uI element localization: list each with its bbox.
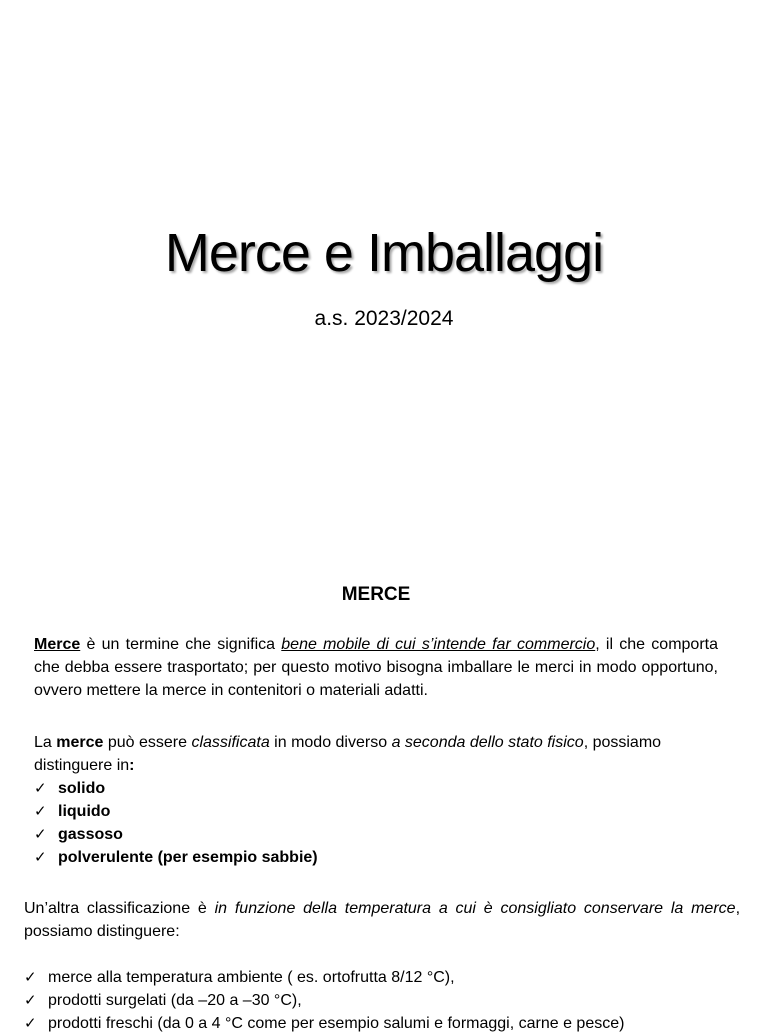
merce-term: Merce	[34, 636, 81, 653]
temperature-list	[24, 966, 624, 1035]
checkmark-icon: ✓	[34, 803, 47, 820]
checkmark-icon: ✓	[34, 780, 47, 797]
merce-slide	[0, 560, 768, 1032]
checkmark-icon: ✓	[24, 969, 37, 986]
checkmark-icon: ✓	[34, 849, 47, 866]
checkmark-icon: ✓	[24, 992, 37, 1009]
list-item: ✓ solido	[34, 777, 318, 800]
classification-paragraph: La merce può essere classificata in modo diverso a seconda dello stato fisico, possiamo distinguere in:	[34, 734, 662, 774]
presentation-title: Merce e Imballaggi	[164, 223, 604, 283]
temperature-paragraph: Un’altra classificazione è in funzione della temperatura a cui è consigliato conservare la merce, possiamo distinguere:	[24, 900, 741, 940]
merce-definition-paragraph: Merce è un termine che significa bene mobile di cui s’intende far commercio, il che comporta che debba essere trasportato; per questo motivo bisogna imballare le merci in modo opportuno, ovvero mettere la merce in contenitori o materiali adatti.	[34, 636, 718, 699]
definition-emphasis: bene mobile di cui s’intende far commercio	[281, 636, 596, 653]
physical-state-list	[34, 777, 318, 869]
list-item: ✓ prodotti freschi (da 0 a 4 °C come per esempio salumi e formaggi, carne e pesce)	[24, 1012, 624, 1035]
list-item: ✓ prodotti surgelati (da –20 a –30 °C),	[24, 989, 624, 1012]
checkmark-icon: ✓	[24, 1015, 37, 1032]
list-item: ✓ gassoso	[34, 823, 318, 846]
list-item: ✓ merce alla temperatura ambiente ( es. ortofrutta 8/12 °C),	[24, 966, 624, 989]
list-item: ✓ polverulente (per esempio sabbie)	[34, 846, 318, 869]
slide-heading: MERCE	[341, 584, 411, 605]
checkmark-icon: ✓	[34, 826, 47, 843]
school-year-subtitle: a.s. 2023/2024	[314, 307, 454, 330]
list-item: ✓ liquido	[34, 800, 318, 823]
